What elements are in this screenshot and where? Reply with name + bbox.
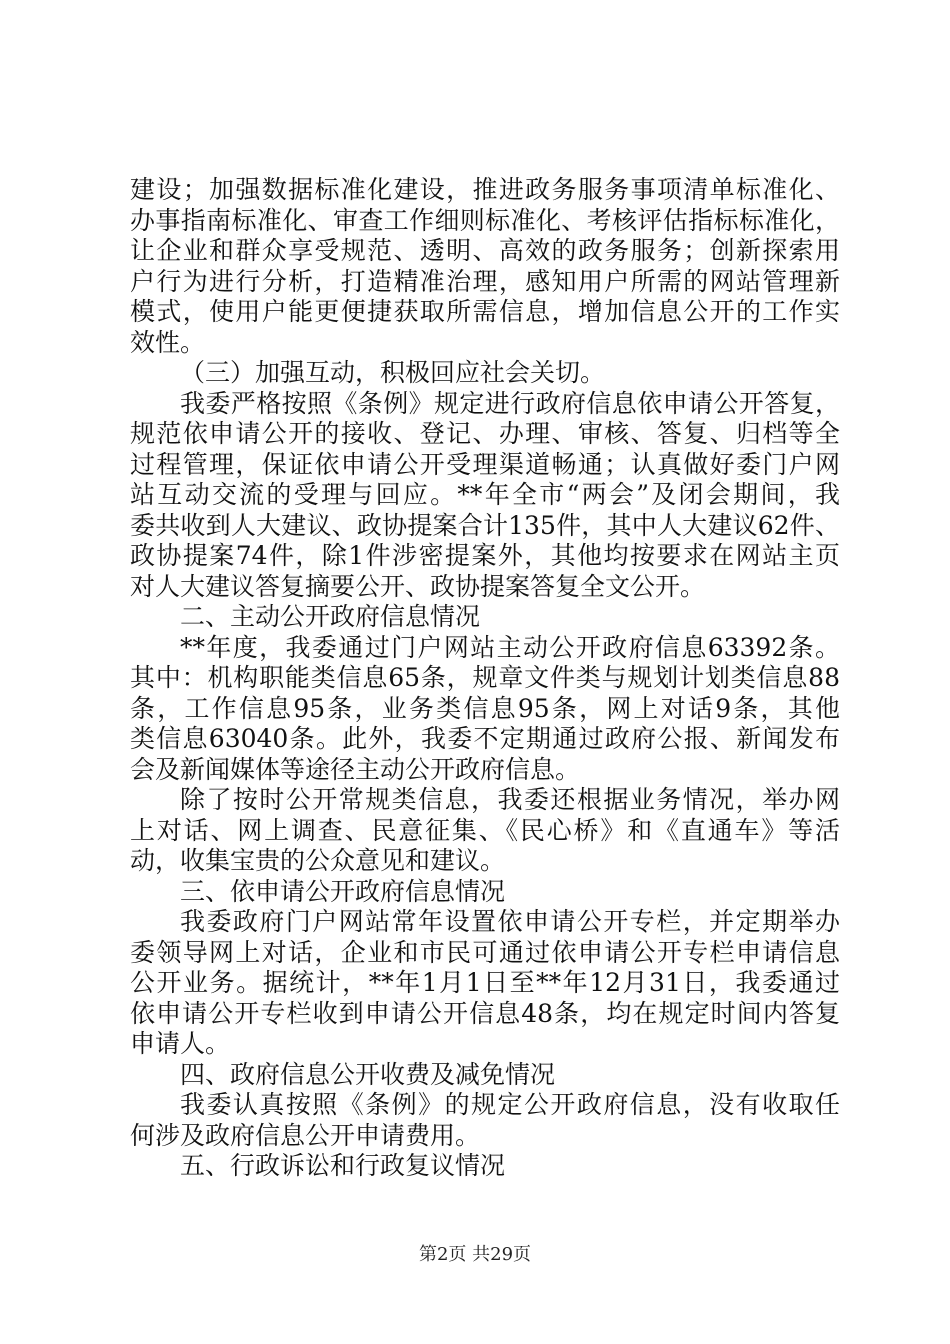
paragraph-line: 委共收到人大建议、政协提案合计135件，其中人大建议62件、 bbox=[130, 510, 840, 540]
section-heading: 二、主动公开政府信息情况 bbox=[180, 602, 481, 631]
page-number-footer: 第2页 共29页 bbox=[418, 1244, 532, 1265]
paragraph-line: **年度，我委通过门户网站主动公开政府信息63392条。 bbox=[180, 632, 840, 662]
paragraph-line: 动，收集宝贵的公众意见和建议。 bbox=[130, 846, 506, 875]
section-heading: （三）加强互动，积极回应社会关切。 bbox=[180, 358, 606, 387]
paragraph-line: 模式，使用户能更便捷获取所需信息，增加信息公开的工作实 bbox=[130, 297, 840, 326]
paragraph-line: 条，工作信息95条，业务类信息95条，网上对话9条，其他 bbox=[130, 693, 840, 723]
section-heading: 四、政府信息公开收费及减免情况 bbox=[180, 1059, 556, 1089]
paragraph-line: 依申请公开专栏收到申请公开信息48条，均在规定时间内答复 bbox=[130, 998, 840, 1028]
paragraph-line: 规范依申请公开的接收、登记、办理、审核、答复、归档等全 bbox=[130, 419, 840, 448]
paragraph-line: 我委严格按照《条例》规定进行政府信息依申请公开答复， bbox=[180, 388, 840, 418]
paragraph-line: 我委认真按照《条例》的规定公开政府信息，没有收取任 bbox=[180, 1090, 840, 1119]
paragraph-line: 过程管理，保证依申请公开受理渠道畅通；认真做好委门户网 bbox=[130, 449, 840, 479]
document-body bbox=[130, 175, 840, 1182]
paragraph-line: 户行为进行分析，打造精准治理，感知用户所需的网站管理新 bbox=[130, 266, 840, 296]
paragraph-line: 委领导网上对话，企业和市民可通过依申请公开专栏申请信息 bbox=[130, 937, 840, 967]
paragraph-line: 申请人。 bbox=[130, 1029, 231, 1058]
section-heading: 三、依申请公开政府信息情况 bbox=[180, 876, 506, 906]
paragraph-line: 何涉及政府信息公开申请费用。 bbox=[130, 1120, 481, 1150]
paragraph-line: 让企业和群众享受规范、透明、高效的政务服务；创新探索用 bbox=[130, 236, 840, 265]
paragraph-line: 办事指南标准化、审查工作细则标准化、考核评估指标标准化， bbox=[130, 205, 840, 235]
paragraph-line: 建设；加强数据标准化建设，推进政务服务事项清单标准化、 bbox=[130, 175, 840, 204]
paragraph-line: 效性。 bbox=[130, 327, 206, 357]
paragraph-line: 会及新闻媒体等途径主动公开政府信息。 bbox=[130, 754, 581, 784]
paragraph-line: 类信息63040条。此外，我委不定期通过政府公报、新闻发布 bbox=[130, 724, 840, 753]
paragraph-line: 其中：机构职能类信息65条，规章文件类与规划计划类信息88 bbox=[130, 663, 840, 692]
paragraph-line: 上对话、网上调查、民意征集、《民心桥》和《直通车》等活 bbox=[130, 815, 840, 845]
paragraph-line: 对人大建议答复摘要公开、政协提案答复全文公开。 bbox=[130, 571, 706, 601]
paragraph-line: 公开业务。据统计，**年1月1日至**年12月31日，我委通过 bbox=[130, 968, 840, 997]
section-heading: 五、行政诉讼和行政复议情况 bbox=[180, 1151, 506, 1180]
paragraph-line: 我委政府门户网站常年设置依申请公开专栏，并定期举办 bbox=[180, 907, 840, 936]
paragraph-line: 站互动交流的受理与回应。**年全市“两会”及闭会期间，我 bbox=[130, 480, 840, 509]
paragraph-line: 除了按时公开常规类信息，我委还根据业务情况，举办网 bbox=[180, 785, 840, 814]
paragraph-line: 政协提案74件，除1件涉密提案外，其他均按要求在网站主页 bbox=[130, 541, 840, 570]
